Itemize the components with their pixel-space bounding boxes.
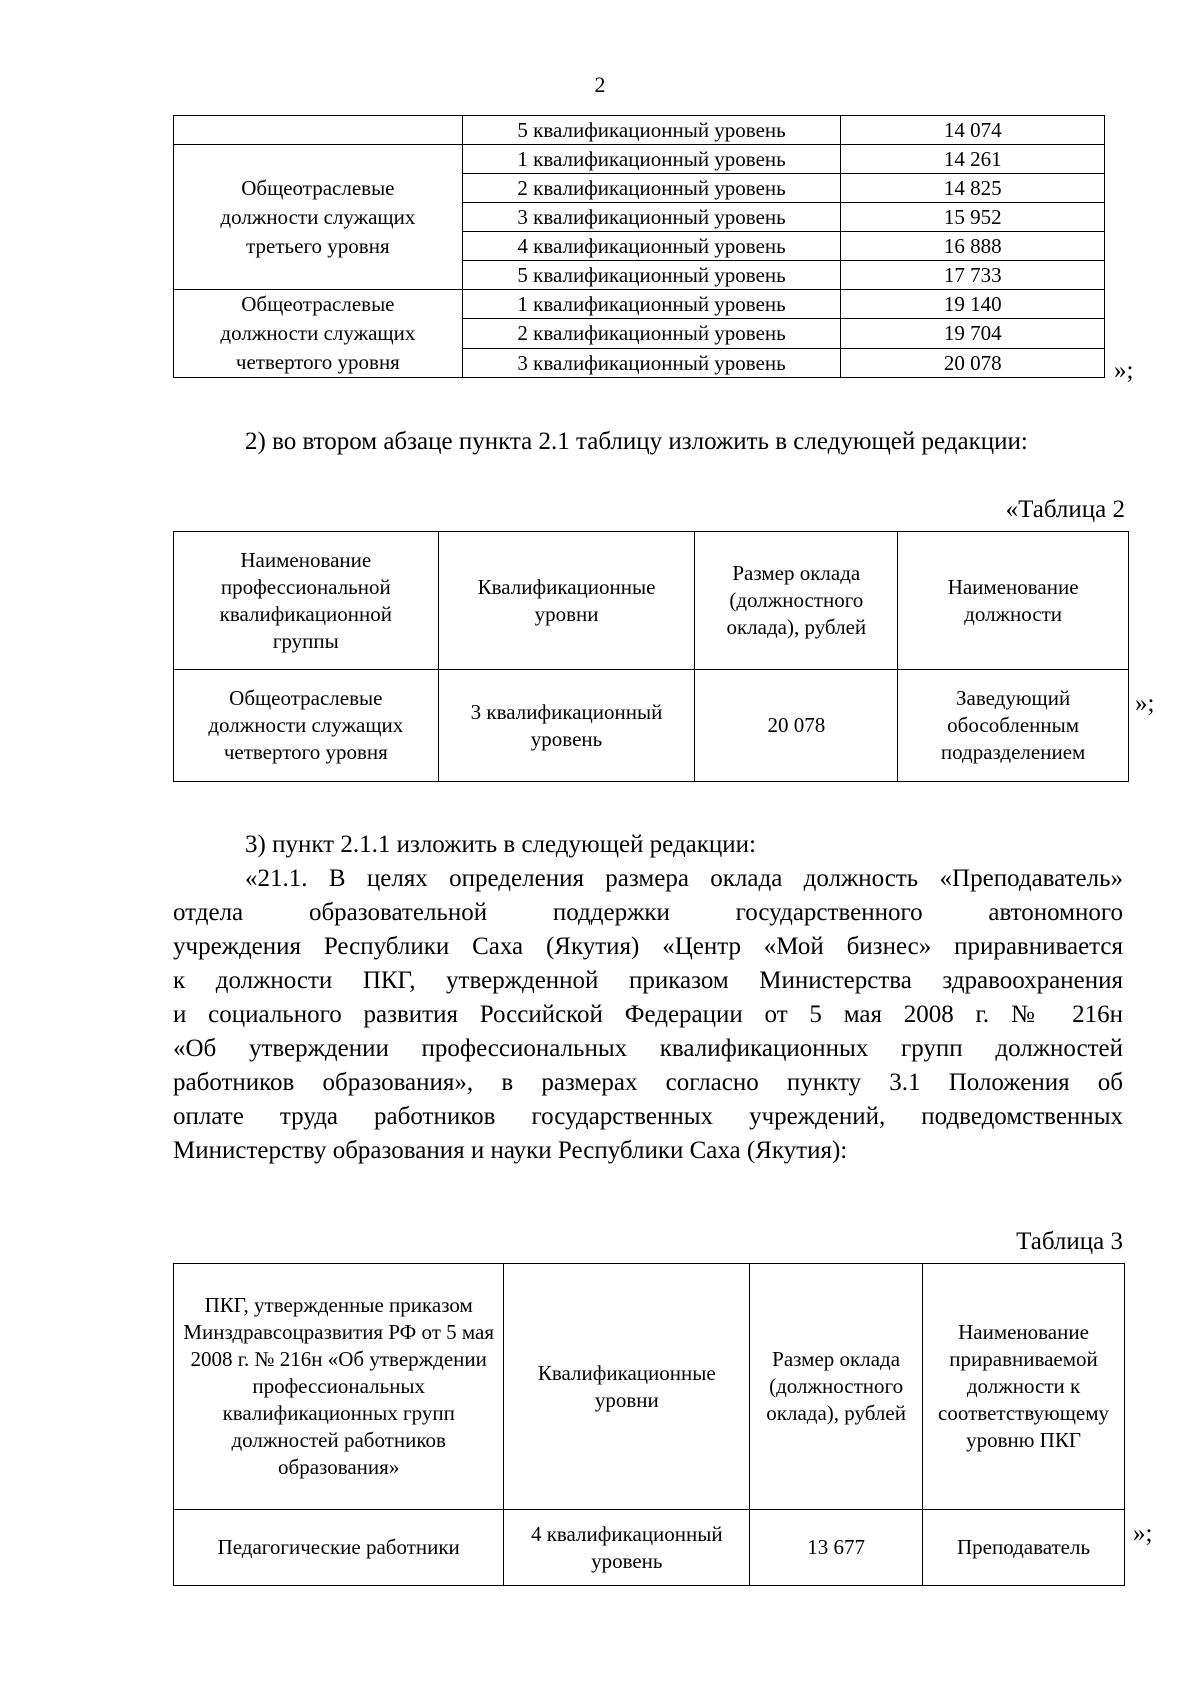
salary-cell: 16 888 xyxy=(841,232,1105,261)
paragraph-line: к должности ПКГ, утвержденной приказом Министерства здравоохранения xyxy=(173,967,1123,994)
group-cell xyxy=(174,290,463,378)
salary-cell: 17 733 xyxy=(841,261,1105,290)
page-number: 2 xyxy=(594,72,606,97)
table-header-row xyxy=(174,1264,1125,1510)
table-row xyxy=(174,1510,1125,1586)
level-cell: 5 квалификационный уровень xyxy=(462,116,841,145)
level-cell: 5 квалификационный уровень xyxy=(462,261,841,290)
table-row xyxy=(174,116,1105,145)
level-cell: 4 квалификационный уровень xyxy=(462,232,841,261)
level-cell: 3 квалификационный уровень xyxy=(462,203,841,232)
table-row xyxy=(174,145,1105,174)
table-row xyxy=(174,670,1129,782)
salary-cell: 14 261 xyxy=(841,145,1105,174)
salary-cell: 15 952 xyxy=(841,203,1105,232)
cell: 13 677 xyxy=(750,1510,923,1586)
group-line: третьего уровня xyxy=(246,233,390,258)
salary-cell: 19 140 xyxy=(841,290,1105,319)
salary-cell: 19 704 xyxy=(841,319,1105,348)
level-cell: 1 квалификационный уровень xyxy=(462,290,841,319)
group-line: должности служащих xyxy=(220,321,416,345)
paragraph-line: оплате труда работников государственных учреждений, подведомственных xyxy=(173,1103,1123,1130)
paragraph-line: «Об утверждении профессиональных квалификационных групп должностей xyxy=(173,1035,1123,1062)
cell: Заведующий обособленным подразделением xyxy=(898,670,1129,782)
paragraph-line: отдела образовательной поддержки государственного автономного xyxy=(173,899,1123,926)
table-header-row xyxy=(174,532,1129,670)
salary-cell: 14 825 xyxy=(841,174,1105,203)
group-line: четвертого уровня xyxy=(235,350,400,374)
salary-cell: 20 078 xyxy=(841,348,1105,377)
header-cell: Наименование приравниваемой должности к соответствующему уровню ПКГ xyxy=(923,1264,1125,1510)
salary-table-continuation xyxy=(173,115,1105,378)
paragraph-21-1 xyxy=(173,862,1123,1168)
paragraph-line: работников образования», в размерах согласно пункту 3.1 Положения об xyxy=(173,1069,1123,1096)
cell: Общеотраслевые должности служащих четвертого уровня xyxy=(174,670,439,782)
paragraph-line: Министерству образования и науки Республики Саха (Якутия): xyxy=(173,1137,848,1164)
group-line: Общеотраслевые xyxy=(241,175,395,200)
salary-cell: 14 074 xyxy=(841,116,1105,145)
level-cell: 2 квалификационный уровень xyxy=(462,319,841,348)
header-cell: ПКГ, утвержденные приказом Минздравсоцразвития РФ от 5 мая 2008 г. № 216н «Об утверждении профессиональных квалификационных групп должностей работников образования» xyxy=(174,1264,504,1510)
table-3-caption: Таблица 3 xyxy=(1016,1228,1123,1255)
header-cell: Квалификационные уровни xyxy=(504,1264,750,1510)
positions-table-2 xyxy=(173,531,1129,782)
header-cell: Квалификационные уровни xyxy=(438,532,695,670)
closing-quote: »; xyxy=(1135,690,1155,717)
group-cell xyxy=(174,145,463,290)
paragraph-line: и социального развития Российской Федерации от 5 мая 2008 г. № 216н xyxy=(173,1001,1123,1028)
paragraph-line: учреждения Республики Саха (Якутия) «Центр «Мой бизнес» приравнивается xyxy=(173,933,1123,960)
header-cell: Наименование должности xyxy=(898,532,1129,670)
cell: Педагогические работники xyxy=(174,1510,504,1586)
item-2-text: 2) во втором абзаце пункта 2.1 таблицу изложить в следующей редакции: xyxy=(245,428,1028,455)
group-line: Общеотраслевые xyxy=(241,292,395,316)
cell: 4 квалификационный уровень xyxy=(504,1510,750,1586)
table-row xyxy=(174,290,1105,319)
level-cell: 3 квалификационный уровень xyxy=(462,348,841,377)
item-3-text: 3) пункт 2.1.1 изложить в следующей редакции: xyxy=(245,831,756,858)
cell: 3 квалификационный уровень xyxy=(438,670,695,782)
level-cell: 1 квалификационный уровень xyxy=(462,145,841,174)
header-cell: Размер оклада (должностного оклада), рублей xyxy=(750,1264,923,1510)
group-cell xyxy=(174,116,463,145)
positions-table-3 xyxy=(173,1263,1125,1586)
table-2-caption: «Таблица 2 xyxy=(1005,496,1125,523)
cell: 20 078 xyxy=(695,670,898,782)
level-cell: 2 квалификационный уровень xyxy=(462,174,841,203)
header-cell: Размер оклада (должностного оклада), рублей xyxy=(695,532,898,670)
group-line: должности служащих xyxy=(220,204,416,229)
cell: Преподаватель xyxy=(923,1510,1125,1586)
header-cell: Наименование профессиональной квалификационной группы xyxy=(174,532,439,670)
closing-quote: »; xyxy=(1133,1520,1153,1547)
paragraph-line: «21.1. В целях определения размера оклада должность «Преподаватель» xyxy=(245,865,1123,892)
closing-quote: »; xyxy=(1114,357,1134,384)
